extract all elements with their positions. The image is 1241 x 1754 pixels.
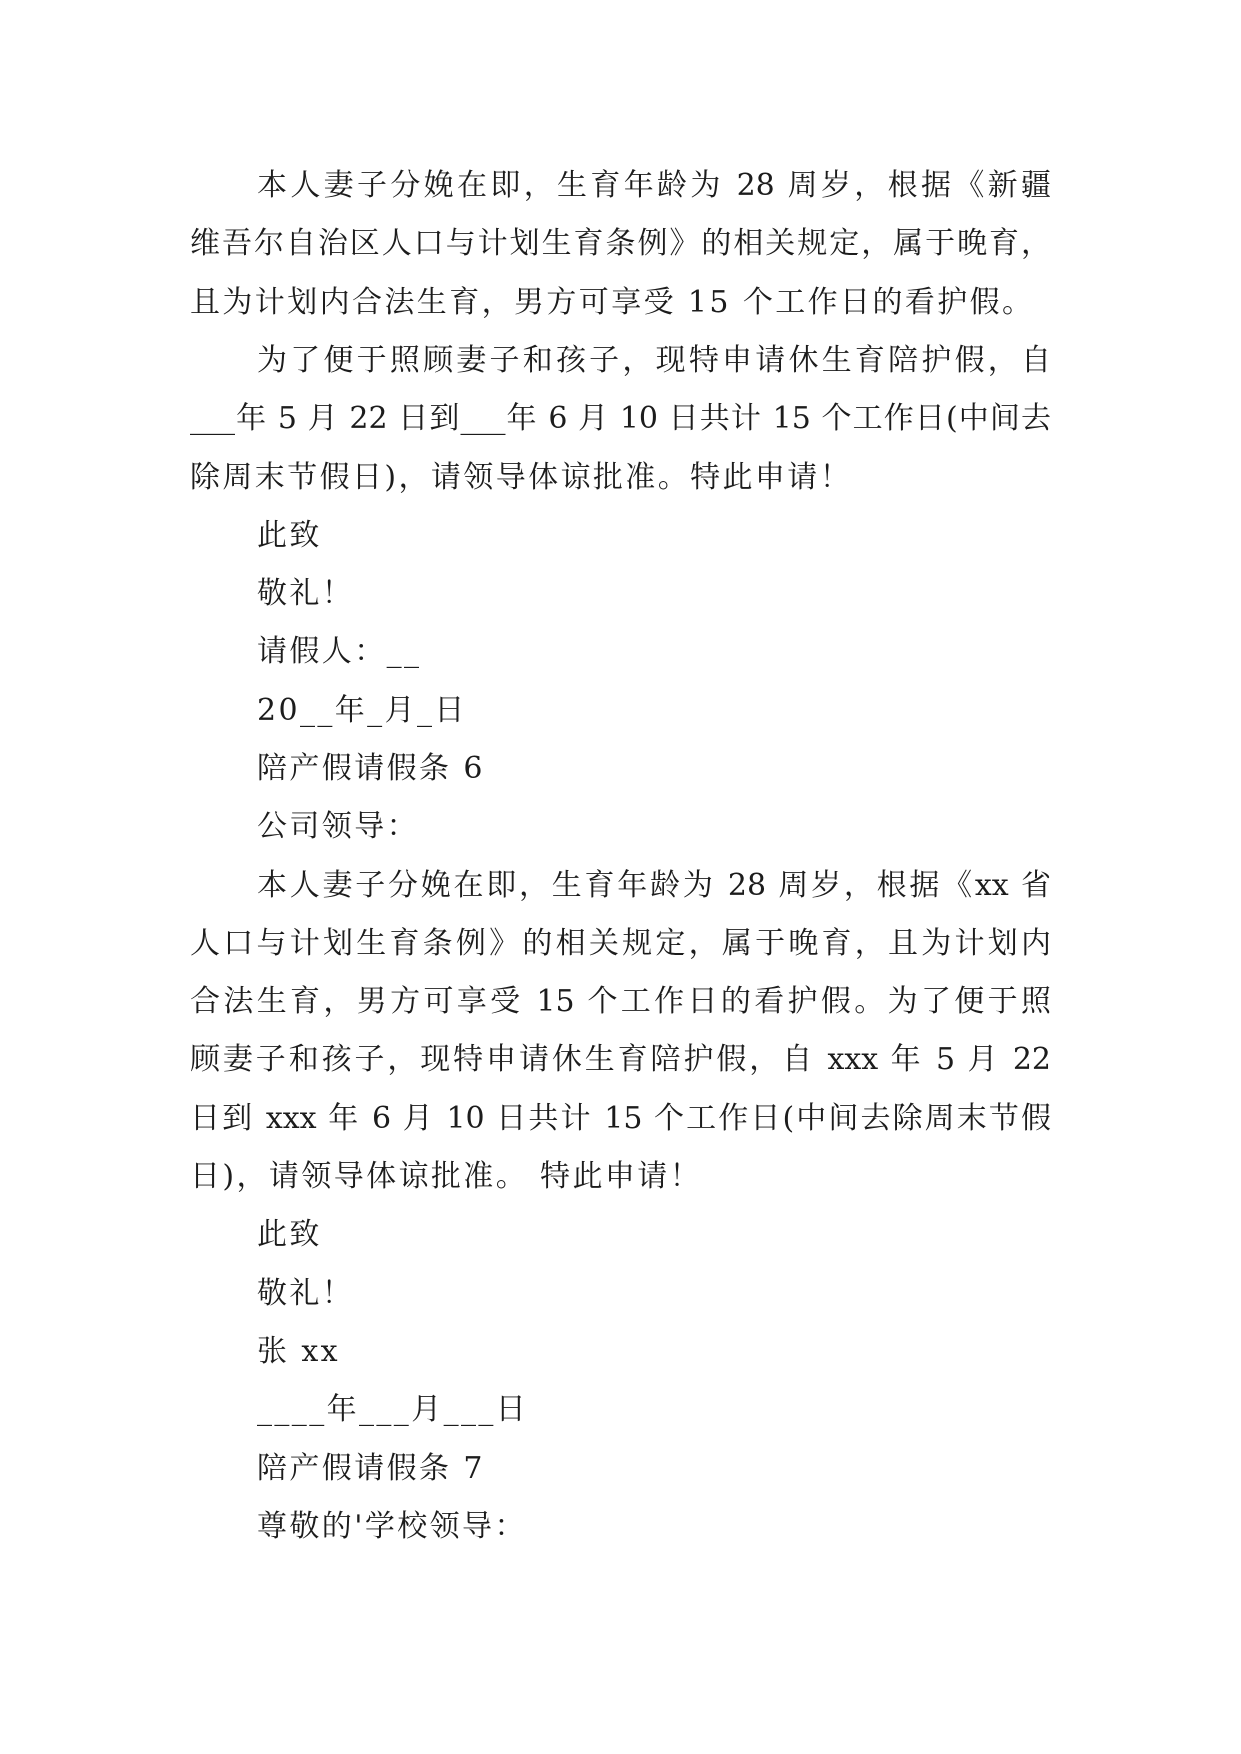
addressee: 公司领导： [257, 809, 419, 844]
date-line: 20__年_月_日 [257, 693, 467, 728]
body-line: 维吾尔自治区人口与计划生育条例》的相关规定，属于晚育， [190, 226, 1051, 261]
body-line: 人口与计划生育条例》的相关规定，属于晚育，且为计划内 [190, 926, 1051, 961]
body-line: 本人妻子分娩在即，生育年龄为 28 周岁，根据《新疆 [257, 168, 1051, 203]
body-line: 日到 xxx 年 6 月 10 日共计 15 个工作日(中间去除周末节假 [190, 1101, 1051, 1136]
salutation-text: 敬礼！ [257, 1276, 355, 1311]
applicant-line: 请假人：__ [257, 634, 422, 669]
body-line: 本人妻子分娩在即，生育年龄为 28 周岁，根据《xx 省 [257, 868, 1051, 903]
addressee: 尊敬的'学校领导： [257, 1509, 527, 1544]
section-title: 陪产假请假条 6 [257, 751, 485, 786]
body-line: 日)，请领导体谅批准。 特此申请！ [190, 1159, 703, 1194]
signature: 张 xx [257, 1334, 340, 1369]
body-line: 合法生育，男方可享受 15 个工作日的看护假。为了便于照 [190, 984, 1051, 1019]
closing-text: 此致 [257, 518, 322, 553]
body-line: 为了便于照顾妻子和孩子，现特申请休生育陪护假，自 [257, 343, 1051, 378]
salutation-text: 敬礼！ [257, 576, 355, 611]
body-line: ___年 5 月 22 日到___年 6 月 10 日共计 15 个工作日(中间去 [190, 401, 1051, 436]
body-line: 顾妻子和孩子，现特申请休生育陪护假，自 xxx 年 5 月 22 [190, 1042, 1051, 1077]
date-line: ____年___月___日 [257, 1392, 529, 1427]
body-line: 且为计划内合法生育，男方可享受 15 个工作日的看护假。 [190, 285, 1035, 320]
body-line: 除周末节假日)，请领导体谅批准。特此申请！ [190, 460, 853, 495]
closing-text: 此致 [257, 1217, 322, 1252]
section-title: 陪产假请假条 7 [257, 1451, 485, 1486]
